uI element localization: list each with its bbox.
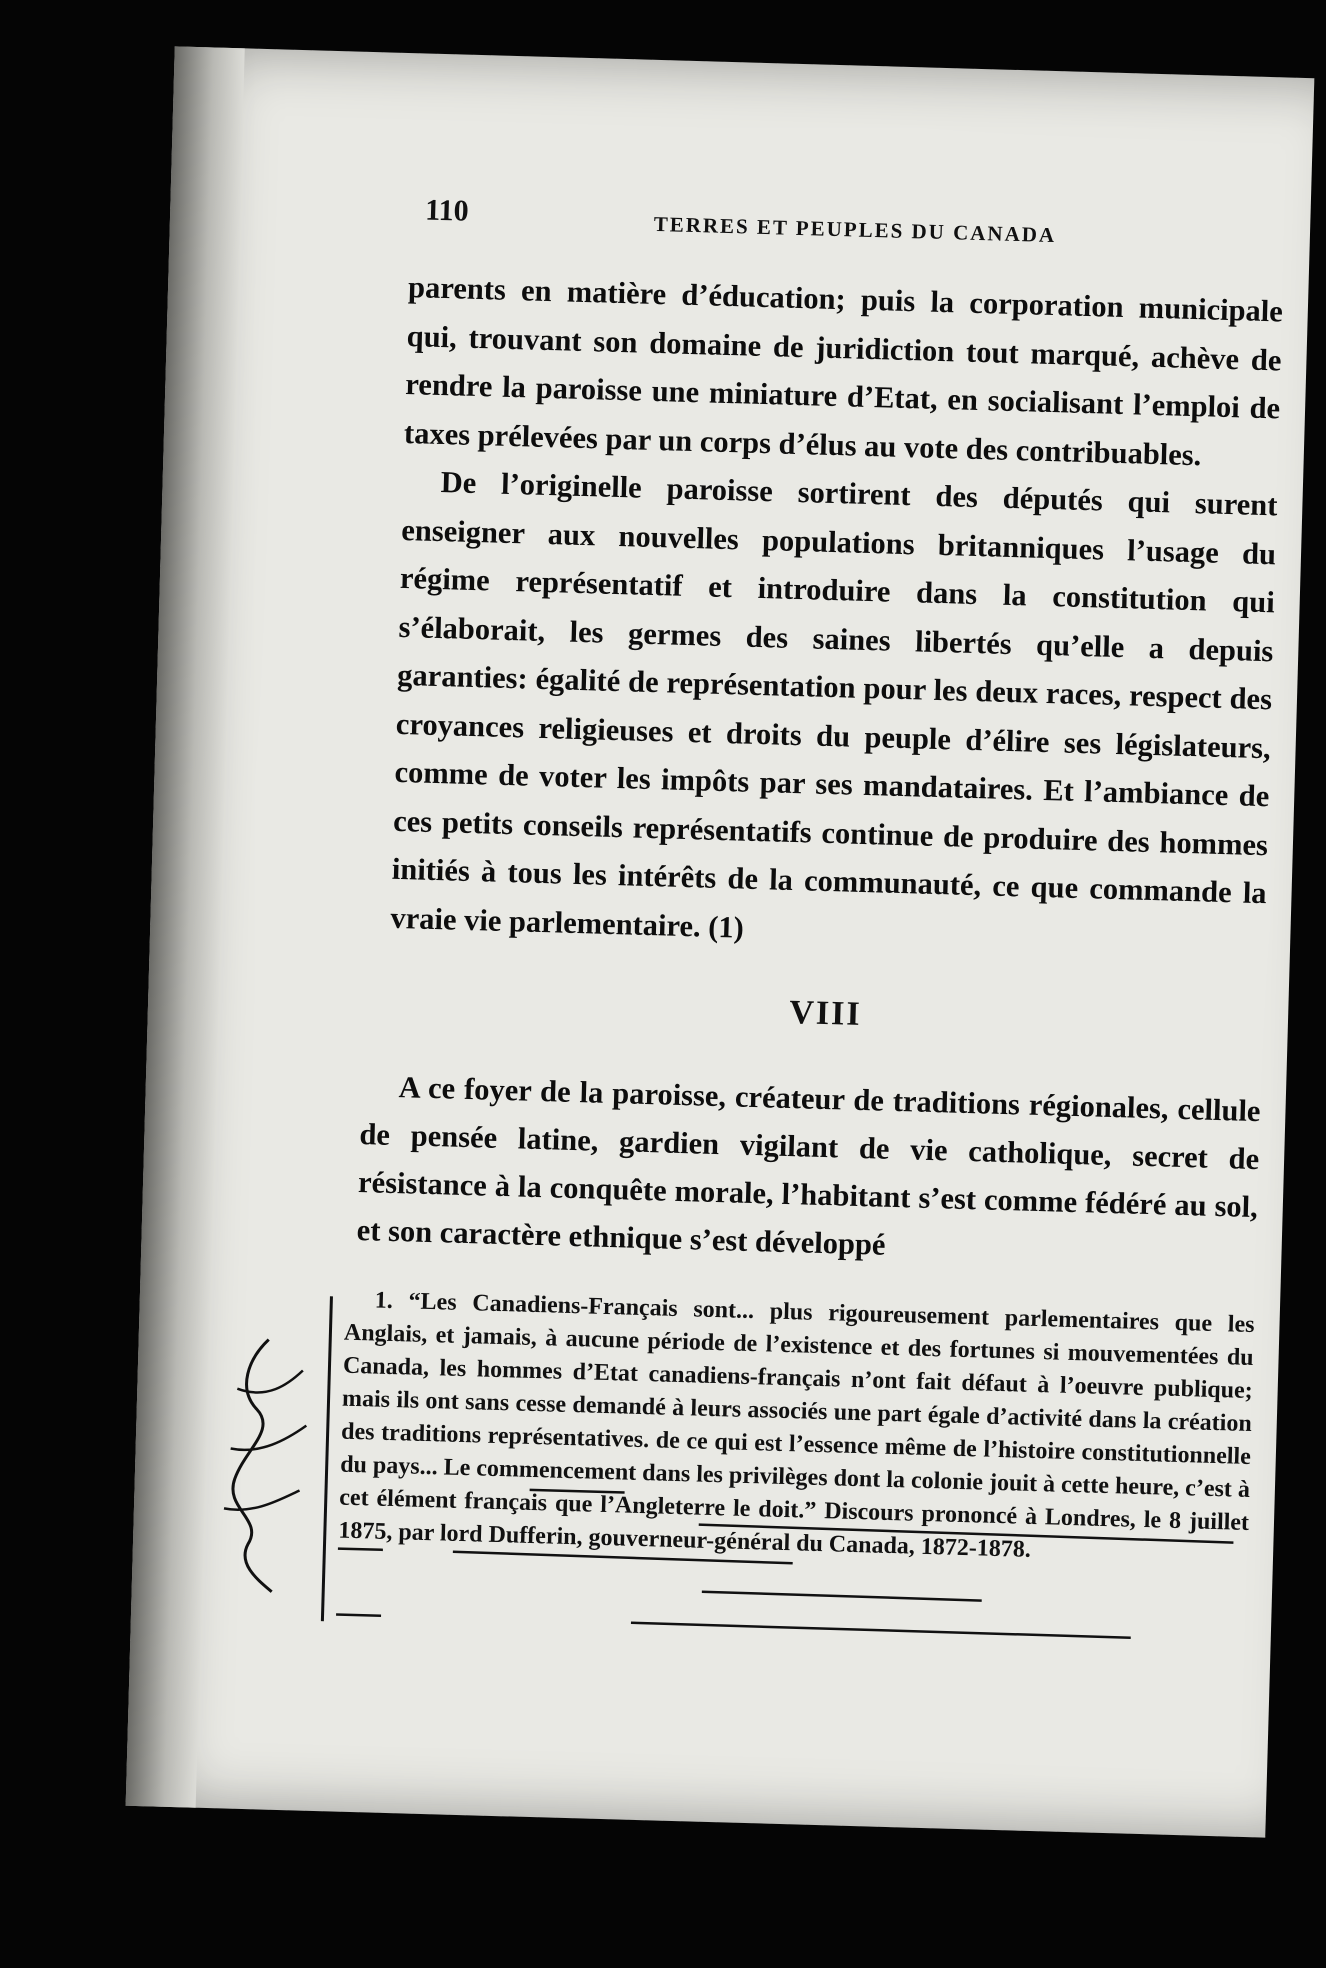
paragraph-continued: parents en matière d’éducation; puis la corporation municipale qui, trouvant son domaine de juridiction tout marqué, achève de rendre la paroisse une miniature d’Etat, en socialisant l’emploi de taxes prélevées par un corps d’élus au vote des contribuables. [403,270,1284,472]
footnote: 1. “Les Canadiens-Français sont... plus rigoureusement parlementaires que les Anglais, et jamais, à aucune période de l’existence et des fortunes si mouvementées du Canada, les hommes d’Etat canadiens-français n’ont fait défaut à l’oeuvre publique; mais ils ont sans cesse demandé à leurs associés une part égale d’activité dans la création des traditions représentatives. de ce qui est l’essence même de l’histoire constitutionnelle du pays... Le commencement dans les privilèges dont la colonie jouit à cette heure, c’est à cet élément français que l’Angleterre le doit.” Discours prononcé à Londres, le 8 juillet 1875, par lord Dufferin, gouverneur-général du Canada, 1872-1878. [338,1287,1255,1563]
section-paragraph: A ce foyer de la paroisse, créateur de traditions régionales, cellule de pensée latine, gardien vigilant de vie catholique, secret de résistance à la conquête morale, l’habitant s’est comme fédéré au sol, et son caractère ethnique s’est développé [356,1070,1261,1262]
running-title: TERRES ET PEUPLES DU CANADA [653,211,1057,248]
main-text [390,263,1284,966]
underline-mark [338,1549,383,1550]
book-page [126,46,1315,1837]
underline-mark [631,1623,1131,1638]
page-header [424,193,1225,265]
underline-mark [336,1615,381,1616]
page-number: 110 [424,193,470,228]
section-heading: VIII [788,993,863,1033]
paragraph-deputies: De l’originelle paroisse sortirent des députés qui surent enseigner aux nouvelles populations britanniques l’usage du régime représentatif et introduire dans la constitution qui s’élaborait, les germes des saines libertés qu’elle a depuis garanties: égalité de représentation pour les deux races, respect des croyances religieuses et droits du peuple d’élire ses législateurs, comme de voter les impôts par ses mandataires. Et l’ambiance de ces petits conseils représentatifs continue de produire des hommes initiés à tous les intérêts de la communauté, ce que commande la vraie vie parlementaire. (1) [390,465,1278,945]
handwritten-signature-icon [201,1328,328,1601]
underline-mark [702,1592,982,1601]
